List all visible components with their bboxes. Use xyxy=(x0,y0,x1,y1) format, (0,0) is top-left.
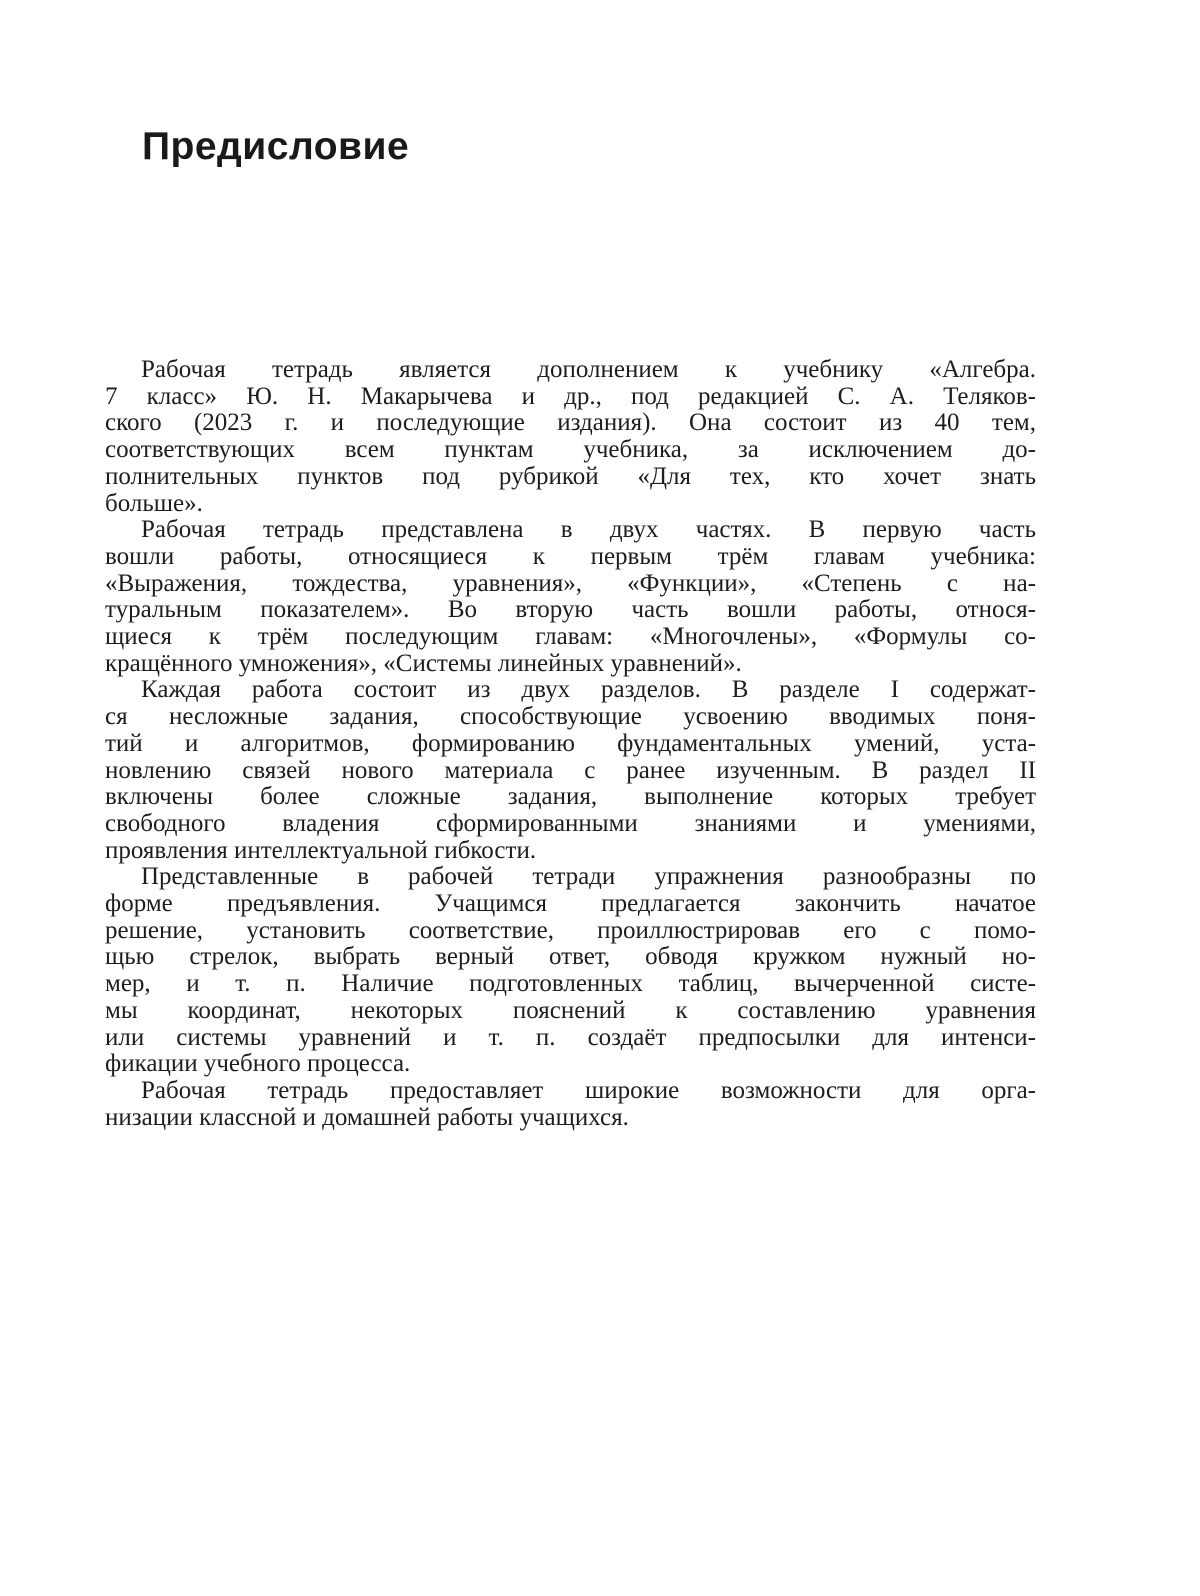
text-line: кращённого умножения», «Системы линейных уравнений». xyxy=(105,649,742,677)
text-line: мер, и т. п. Наличие подготовленных таблиц, вычерченной систе- xyxy=(105,970,1036,998)
text-line: Каждая работа состоит из двух разделов. В разделе I содержат- xyxy=(141,676,1036,704)
text-line: щью стрелок, выбрать верный ответ, обводя кружком нужный но- xyxy=(105,943,1036,971)
text-line: Рабочая тетрадь представлена в двух частях. В первую часть xyxy=(141,516,1036,544)
text-line: низации классной и домашней работы учащихся. xyxy=(105,1103,629,1131)
text-line: Рабочая тетрадь предоставляет широкие возможности для орга- xyxy=(141,1076,1036,1104)
text-line: «Выражения, тождества, уравнения», «Функции», «Степень с на- xyxy=(105,569,1036,597)
text-line: решение, установить соответствие, проиллюстрировав его с помо- xyxy=(105,916,1036,944)
text-line: туральным показателем». Во вторую часть вошли работы, относя- xyxy=(105,596,1036,624)
text-line: новлению связей нового материала с ранее изученным. В раздел II xyxy=(105,756,1036,784)
text-line: полнительных пунктов под рубрикой «Для тех, кто хочет знать xyxy=(105,462,1036,490)
text-line: соответствующих всем пунктам учебника, за исключением до- xyxy=(105,436,1036,464)
page-title: Предисловие xyxy=(142,125,410,168)
text-line: мы координат, некоторых пояснений к составлению уравнения xyxy=(105,996,1036,1024)
text-line: включены более сложные задания, выполнение которых требует xyxy=(105,783,1036,811)
text-line: или системы уравнений и т. п. создаёт предпосылки для интенси- xyxy=(105,1023,1036,1051)
text-line: щиеся к трём последующим главам: «Многочлены», «Формулы со- xyxy=(105,623,1036,651)
text-line: 7 класс» Ю. Н. Макарычева и др., под редакцией С. А. Теляков- xyxy=(105,382,1036,410)
text-line: вошли работы, относящиеся к первым трём главам учебника: xyxy=(105,542,1036,570)
text-line: фикации учебного процесса. xyxy=(105,1050,411,1078)
paragraph xyxy=(105,677,1036,864)
text-line: больше». xyxy=(105,489,203,517)
text-line: форме предъявления. Учащимся предлагается закончить начатое xyxy=(105,890,1036,918)
paragraph xyxy=(105,357,1036,517)
paragraph xyxy=(105,1078,1036,1131)
text-line: Представленные в рабочей тетради упражнения разнообразны по xyxy=(141,863,1036,891)
paragraph xyxy=(105,517,1036,677)
text-line: свободного владения сформированными знаниями и умениями, xyxy=(105,809,1036,837)
preface-body xyxy=(105,357,1036,1131)
text-line: ского (2023 г. и последующие издания). Она состоит из 40 тем, xyxy=(105,409,1036,437)
text-line: тий и алгоритмов, формированию фундаментальных умений, уста- xyxy=(105,729,1036,757)
text-line: Рабочая тетрадь является дополнением к учебнику «Алгебра. xyxy=(141,356,1036,383)
text-line: ся несложные задания, способствующие усвоению вводимых поня- xyxy=(105,703,1036,731)
paragraph xyxy=(105,864,1036,1078)
text-line: проявления интеллектуальной гибкости. xyxy=(105,836,537,864)
